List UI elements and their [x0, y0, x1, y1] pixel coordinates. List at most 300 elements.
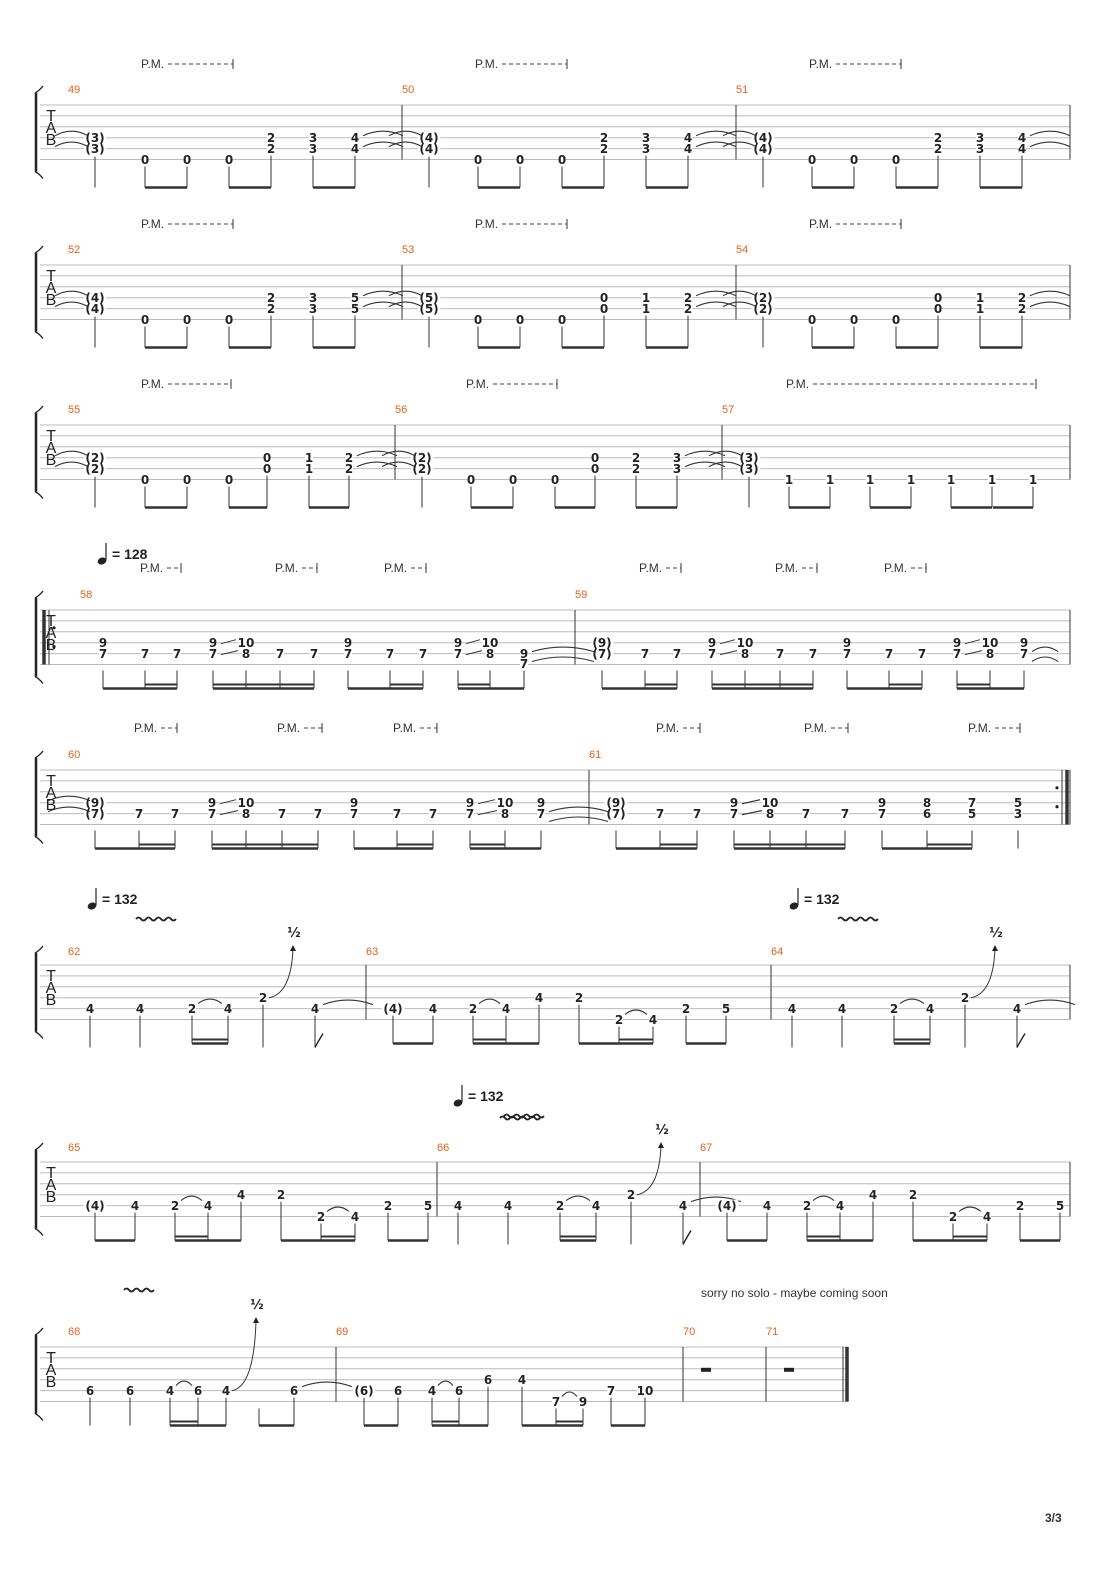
system-bracket-hook — [35, 172, 43, 179]
tie-arc — [1030, 302, 1070, 307]
fret-number: (9) — [592, 636, 612, 651]
fret-number: 9 — [349, 796, 359, 811]
fret-number: (2) — [85, 451, 105, 466]
fret-number: 7 — [349, 807, 359, 822]
fret-number: 1 — [825, 473, 835, 487]
fret-number: (2) — [753, 291, 773, 306]
tie-arc — [532, 647, 594, 652]
tab-clef-letter: B — [45, 797, 57, 814]
measure-number: 49 — [68, 84, 81, 96]
tie-arc — [302, 1382, 352, 1387]
fret-number: 1 — [304, 462, 314, 477]
tie-arc — [55, 142, 88, 147]
measure-number: 62 — [68, 946, 81, 958]
fret-number: 6 — [393, 1384, 403, 1399]
fret-number: (7) — [606, 807, 626, 822]
fret-number: 9 — [877, 796, 887, 811]
fret-number: 3 — [672, 451, 682, 466]
fret-number: 7 — [672, 647, 682, 662]
fret-number: 1 — [641, 302, 651, 317]
tab-clef-letter: B — [45, 1189, 57, 1206]
fret-number: 0 — [550, 473, 560, 487]
fret-number: (9) — [606, 796, 626, 811]
fret-number: 0 — [140, 153, 150, 167]
fret-number: 0 — [140, 313, 150, 327]
tab-clef-letter: B — [45, 637, 57, 654]
fret-number: 6 — [193, 1384, 203, 1399]
measure-number: 64 — [771, 946, 784, 958]
tie-arc — [625, 1010, 647, 1015]
tab-clef-letter: T — [46, 613, 56, 630]
fret-number: (2) — [412, 462, 432, 477]
fret-number: (2) — [85, 462, 105, 477]
tab-clef-letter: A — [45, 1177, 57, 1194]
tie-arc — [1030, 291, 1070, 296]
fret-number: 4 — [534, 991, 544, 1006]
fret-number: 3 — [641, 142, 651, 157]
palm-mute-label: P.M. — [475, 217, 499, 231]
fret-number: 10 — [981, 636, 999, 651]
fret-number: 2 — [555, 1199, 565, 1214]
bend-amount-label: ½ — [655, 1123, 669, 1138]
fret-number: 0 — [140, 473, 150, 487]
fret-number: 2 — [683, 302, 693, 317]
fret-number: 4 — [868, 1188, 878, 1203]
fret-number: 6 — [85, 1384, 95, 1399]
bend-arrow-icon — [290, 945, 296, 951]
measure-number: 68 — [68, 1326, 81, 1338]
fret-number: 2 — [631, 462, 641, 477]
fret-number: 7 — [275, 647, 285, 662]
tab-clef-letter: A — [45, 785, 57, 802]
fret-number: 4 — [453, 1199, 463, 1214]
tab-clef-letter: T — [46, 268, 56, 285]
fret-number: 2 — [266, 291, 276, 306]
measure-number: 61 — [589, 749, 602, 761]
fret-number: (5) — [419, 291, 439, 306]
fret-number: 5 — [350, 291, 360, 306]
tab-clef-letter: T — [46, 1350, 56, 1367]
tempo-marking: = 132 — [804, 891, 840, 907]
tab-clef-letter: A — [45, 280, 57, 297]
palm-mute-label: P.M. — [275, 561, 299, 575]
fret-number: 2 — [948, 1210, 958, 1224]
fret-number: 0 — [807, 153, 817, 167]
fret-number: 1 — [865, 473, 875, 487]
fret-number: 5 — [967, 807, 977, 822]
fret-number: 4 — [517, 1373, 527, 1388]
fret-number: 5 — [423, 1199, 433, 1214]
fret-number: 9 — [98, 636, 108, 651]
tie-arc — [696, 131, 736, 136]
fret-number: (5) — [419, 302, 439, 317]
measure-number: 60 — [68, 749, 81, 761]
palm-mute-label: P.M. — [393, 721, 417, 735]
fret-number: 0 — [262, 451, 272, 466]
tab-clef-letter: T — [46, 773, 56, 790]
fret-number: 7 — [428, 807, 438, 822]
tie-arc — [566, 1196, 590, 1201]
system-bracket-hook — [35, 1032, 43, 1039]
fret-number: 9 — [729, 796, 739, 811]
fret-number: 4 — [350, 131, 360, 146]
tie-arc — [55, 462, 88, 467]
fret-number: 0 — [590, 451, 600, 466]
fret-number: 2 — [933, 142, 943, 157]
tie-arc — [549, 807, 608, 812]
fret-number: 0 — [182, 153, 192, 167]
fret-number: 2 — [266, 131, 276, 146]
fret-number: 4 — [925, 1002, 935, 1017]
tie-arc — [55, 291, 88, 296]
fret-number: 0 — [590, 462, 600, 477]
fret-number: 4 — [787, 1002, 797, 1017]
fret-number: 10 — [481, 636, 499, 651]
tie-arc — [1030, 131, 1070, 136]
bend-arrow-icon — [658, 1142, 664, 1148]
palm-mute-label: P.M. — [134, 721, 158, 735]
fret-number: 7 — [801, 807, 811, 822]
fret-number: 1 — [946, 473, 956, 487]
tie-arc — [900, 999, 924, 1004]
system-bracket-hook — [35, 86, 43, 93]
fret-number: 6 — [125, 1384, 135, 1399]
palm-mute-label: P.M. — [809, 57, 833, 71]
palm-mute-label: P.M. — [141, 57, 165, 71]
fret-number: 4 — [165, 1384, 175, 1399]
notation-marks-layer — [35, 59, 1075, 1426]
palm-mute-label: P.M. — [775, 561, 799, 575]
palm-mute-label: P.M. — [809, 217, 833, 231]
fret-number: 8 — [922, 796, 932, 811]
fret-number: 9 — [519, 647, 529, 662]
fret-number: 8 — [740, 647, 750, 662]
repeat-dot — [1055, 786, 1058, 789]
fret-number: 4 — [350, 1210, 360, 1224]
tie-arc — [176, 1381, 192, 1386]
fret-number: 2 — [683, 291, 693, 306]
fret-number: 7 — [967, 796, 977, 811]
whole-rest-icon — [701, 1368, 711, 1372]
fret-number: 0 — [182, 313, 192, 327]
palm-mute-label: P.M. — [884, 561, 908, 575]
fret-number: 7 — [465, 807, 475, 822]
system-bracket-hook — [35, 1143, 43, 1150]
fret-number: 4 — [1017, 142, 1027, 157]
fret-number: 1 — [987, 473, 997, 487]
fret-number: 0 — [466, 473, 476, 487]
tie-arc — [723, 142, 756, 147]
system-bracket-hook — [35, 751, 43, 758]
vibrato-wave — [838, 918, 878, 921]
measure-number: 56 — [395, 404, 408, 416]
fret-number: 4 — [310, 1002, 320, 1017]
tab-clef-letter: T — [46, 968, 56, 985]
tie-arc — [389, 291, 422, 296]
fret-number: (4) — [383, 1002, 403, 1017]
measure-number: 70 — [683, 1326, 696, 1338]
fret-number: 2 — [614, 1013, 624, 1027]
palm-mute-label: P.M. — [968, 721, 992, 735]
bend-curve — [637, 1146, 661, 1195]
palm-mute-label: P.M. — [475, 57, 499, 71]
fret-number: 1 — [784, 473, 794, 487]
page-number: 3/3 — [1045, 1511, 1062, 1525]
fret-number: 2 — [626, 1188, 636, 1203]
fret-number: 10 — [736, 636, 754, 651]
fret-number: 2 — [258, 991, 268, 1006]
measure-number: 52 — [68, 244, 81, 256]
measure-number: 57 — [722, 404, 735, 416]
fret-number: (3) — [85, 142, 105, 157]
fret-number: 7 — [729, 807, 739, 822]
eighth-note-flag — [1017, 1034, 1025, 1048]
fret-number: 2 — [599, 131, 609, 146]
tie-arc — [1032, 647, 1058, 652]
measure-number: 53 — [402, 244, 415, 256]
fret-number: 9 — [536, 796, 546, 811]
fret-number: 7 — [170, 807, 180, 822]
fret-number: 2 — [170, 1199, 180, 1214]
fret-number: 7 — [98, 647, 108, 662]
fret-number: 4 — [837, 1002, 847, 1017]
fret-number: 8 — [985, 647, 995, 662]
fret-number: (7) — [592, 647, 612, 662]
tie-arc — [327, 1207, 349, 1212]
tie-arc — [562, 1392, 577, 1397]
fret-number: 10 — [237, 636, 255, 651]
fret-number: (3) — [739, 451, 759, 466]
fret-number: 2 — [276, 1188, 286, 1203]
score-comment: sorry no solo - maybe coming soon — [701, 1286, 888, 1300]
fret-number: 0 — [473, 313, 483, 327]
fret-number: 4 — [683, 131, 693, 146]
measure-number: 55 — [68, 404, 81, 416]
fret-number: 7 — [207, 807, 217, 822]
bend-amount-label: ½ — [287, 926, 301, 941]
fret-number: 2 — [266, 142, 276, 157]
measure-number: 69 — [336, 1326, 349, 1338]
fret-number: 8 — [241, 807, 251, 822]
fret-number: 2 — [802, 1199, 812, 1214]
tie-arc — [479, 999, 500, 1004]
fret-number: 7 — [1019, 647, 1029, 662]
fret-number: 2 — [908, 1188, 918, 1203]
fret-number: 0 — [891, 153, 901, 167]
measure-number: 67 — [700, 1142, 713, 1154]
fret-number: 4 — [648, 1013, 658, 1027]
measure-number: 51 — [736, 84, 749, 96]
tab-clef-letter: B — [45, 132, 57, 149]
eighth-note-flag — [683, 1231, 691, 1245]
fret-number: 7 — [877, 807, 887, 822]
measure-number: 58 — [80, 589, 93, 601]
fret-number: 7 — [208, 647, 218, 662]
measure-number: 71 — [766, 1326, 779, 1338]
fret-number: 3 — [1013, 807, 1023, 822]
bend-arrow-icon — [253, 1317, 259, 1323]
fret-number: 4 — [203, 1199, 213, 1214]
fret-number: 0 — [224, 473, 234, 487]
tie-arc — [696, 291, 736, 296]
fret-number: 4 — [762, 1199, 772, 1214]
fret-number: 7 — [134, 807, 144, 822]
tab-clef-letter: A — [45, 1362, 57, 1379]
palm-mute-label: P.M. — [639, 561, 663, 575]
repeat-dot — [1055, 805, 1058, 808]
tie-arc — [813, 1196, 834, 1201]
fret-number: 0 — [262, 462, 272, 477]
fret-number: 8 — [765, 807, 775, 822]
fret-number: 7 — [536, 807, 546, 822]
fret-number: 9 — [1019, 636, 1029, 651]
fret-number: 9 — [343, 636, 353, 651]
palm-mute-label: P.M. — [656, 721, 680, 735]
palm-mute-label: P.M. — [141, 377, 165, 391]
fret-number: 10 — [636, 1384, 654, 1399]
bend-amount-label: ½ — [250, 1298, 264, 1313]
tie-arc — [723, 131, 756, 136]
tab-clef-letter: B — [45, 992, 57, 1009]
fret-number: 5 — [1013, 796, 1023, 811]
fret-number: 6 — [289, 1384, 299, 1399]
measure-number: 66 — [437, 1142, 450, 1154]
tempo-marking: = 132 — [102, 891, 138, 907]
fret-number: (2) — [753, 302, 773, 317]
fret-number: 0 — [515, 313, 525, 327]
fret-number: 2 — [889, 1002, 899, 1017]
bend-arrow-icon — [992, 945, 998, 951]
tie-arc — [389, 131, 422, 136]
tab-clef-letter: A — [45, 440, 57, 457]
whole-rest-icon — [784, 1368, 794, 1372]
fret-number: 7 — [172, 647, 182, 662]
system-bracket-hook — [35, 1328, 43, 1335]
fret-number: 7 — [519, 657, 529, 671]
fret-number: 7 — [453, 647, 463, 662]
palm-mute-label: P.M. — [384, 561, 408, 575]
fret-number: 0 — [557, 313, 567, 327]
fret-number: 10 — [761, 796, 779, 811]
fret-number: 10 — [496, 796, 514, 811]
fret-number: 7 — [343, 647, 353, 662]
fret-number: 4 — [503, 1199, 513, 1214]
fret-number: 0 — [849, 313, 859, 327]
system-bracket-hook — [35, 1229, 43, 1236]
fret-number: 7 — [309, 647, 319, 662]
fret-number: 2 — [344, 451, 354, 466]
tab-clef-letter: B — [45, 292, 57, 309]
tempo-marking: = 128 — [112, 546, 148, 562]
palm-mute-label: P.M. — [277, 721, 301, 735]
fret-number: 7 — [842, 647, 852, 662]
fret-number: 3 — [308, 142, 318, 157]
vibrato-wave — [136, 918, 176, 921]
fret-number: 5 — [1055, 1199, 1065, 1214]
fret-number: 2 — [383, 1199, 393, 1214]
fret-number: 9 — [207, 796, 217, 811]
tie-arc — [696, 142, 736, 147]
tie-arc — [55, 451, 88, 456]
fret-number: 4 — [85, 1002, 95, 1017]
tie-arc — [696, 302, 736, 307]
fret-number: 0 — [933, 302, 943, 317]
fret-number: 2 — [1017, 302, 1027, 317]
fret-number: 9 — [707, 636, 717, 651]
measure-number: 50 — [402, 84, 415, 96]
fret-number: 9 — [952, 636, 962, 651]
system-bracket-hook — [35, 591, 43, 598]
fret-number: 2 — [316, 1210, 326, 1224]
tie-arc — [55, 131, 88, 136]
fret-number: (7) — [85, 807, 105, 822]
tie-arc — [1030, 142, 1070, 147]
measure-number: 59 — [575, 589, 588, 601]
fret-number: (4) — [85, 302, 105, 317]
tie-arc — [389, 302, 422, 307]
tie-arc — [532, 657, 594, 662]
fret-number: (4) — [717, 1199, 737, 1214]
fret-number: 7 — [385, 647, 395, 662]
fret-number: 0 — [891, 313, 901, 327]
fret-number: (3) — [739, 462, 759, 477]
fret-number: 2 — [344, 462, 354, 477]
tab-clef-letter: A — [45, 120, 57, 137]
fret-number: 7 — [808, 647, 818, 662]
fret-number: 7 — [277, 807, 287, 822]
fret-number: 3 — [975, 131, 985, 146]
fret-number: 7 — [692, 807, 702, 822]
fret-number: 2 — [1015, 1199, 1025, 1214]
fret-number: 7 — [884, 647, 894, 662]
fret-number: 0 — [933, 291, 943, 306]
fret-number: 7 — [313, 807, 323, 822]
bend-amount-label: ½ — [989, 926, 1003, 941]
measure-number: 63 — [366, 946, 379, 958]
fret-number: 7 — [840, 807, 850, 822]
fret-number: 7 — [551, 1395, 561, 1409]
fret-number: 6 — [483, 1373, 493, 1388]
fret-number: 0 — [557, 153, 567, 167]
fret-number: 7 — [952, 647, 962, 662]
fret-number: 3 — [975, 142, 985, 157]
fret-number: 3 — [641, 131, 651, 146]
fret-number: 0 — [807, 313, 817, 327]
fret-number: 7 — [707, 647, 717, 662]
fret-number: 7 — [775, 647, 785, 662]
tie-arc — [181, 1196, 202, 1201]
fret-number: 4 — [350, 142, 360, 157]
fret-number: 9 — [208, 636, 218, 651]
vibrato-wave — [124, 1289, 154, 1292]
fret-number: 4 — [835, 1199, 845, 1214]
fret-number: 0 — [599, 302, 609, 317]
fret-number: 2 — [960, 991, 970, 1006]
fret-number: (3) — [85, 131, 105, 146]
fret-number: 5 — [721, 1002, 731, 1017]
fret-number: 0 — [849, 153, 859, 167]
fret-number: 4 — [428, 1002, 438, 1017]
fret-number: (4) — [85, 291, 105, 306]
tie-arc — [549, 817, 608, 822]
fret-number: 1 — [1028, 473, 1038, 487]
fret-number: 9 — [453, 636, 463, 651]
eighth-note-flag — [315, 1034, 323, 1048]
fret-number: 1 — [906, 473, 916, 487]
tab-clef-letter: T — [46, 1165, 56, 1182]
fret-number: 3 — [308, 131, 318, 146]
fret-number: 8 — [500, 807, 510, 822]
